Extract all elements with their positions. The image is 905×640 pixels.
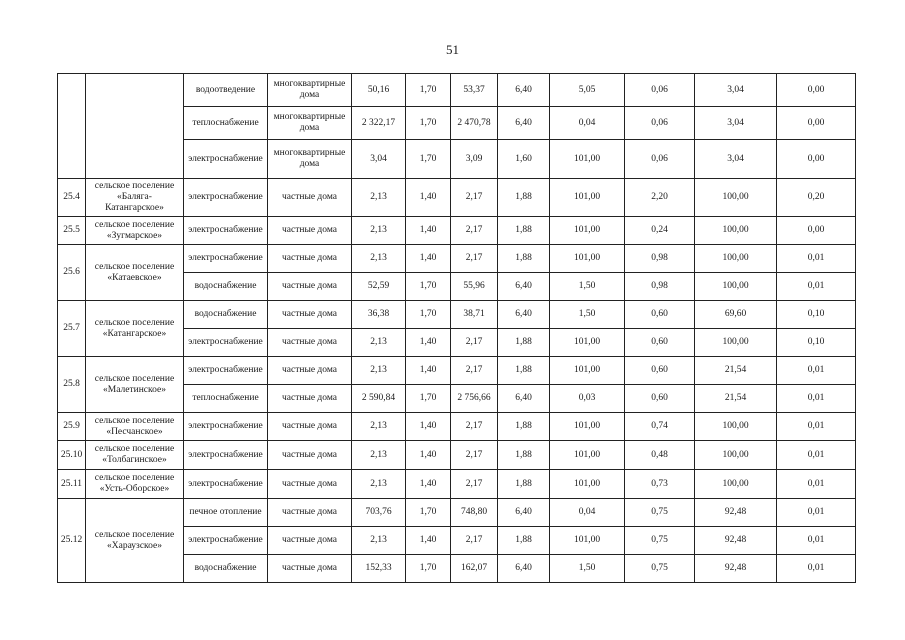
value-cell: 0,60	[625, 385, 695, 413]
service-cell: электроснабжение	[184, 357, 268, 385]
row-number-cell: 25.4	[58, 179, 86, 217]
service-cell: электроснабжение	[184, 245, 268, 273]
value-cell: 6,40	[498, 301, 550, 329]
value-cell: 2,17	[451, 441, 498, 470]
row-number-cell: 25.7	[58, 301, 86, 357]
value-cell: 5,05	[550, 74, 625, 107]
value-cell: 2,20	[625, 179, 695, 217]
value-cell: 100,00	[695, 217, 777, 245]
value-cell: 0,01	[777, 527, 856, 555]
value-cell: 52,59	[352, 273, 406, 301]
housing-cell: частные дома	[268, 357, 352, 385]
value-cell: 1,88	[498, 357, 550, 385]
value-cell: 92,48	[695, 527, 777, 555]
value-cell: 92,48	[695, 555, 777, 583]
settlement-cell: сельское поселение «Катангарское»	[86, 301, 184, 357]
value-cell: 2 590,84	[352, 385, 406, 413]
value-cell: 6,40	[498, 273, 550, 301]
value-cell: 1,70	[406, 140, 451, 179]
table-row	[58, 217, 856, 245]
housing-cell: частные дома	[268, 555, 352, 583]
value-cell: 0,06	[625, 107, 695, 140]
value-cell: 3,09	[451, 140, 498, 179]
settlement-cell: сельское поселение «Хараузское»	[86, 499, 184, 583]
value-cell: 21,54	[695, 357, 777, 385]
value-cell: 6,40	[498, 385, 550, 413]
value-cell: 2 470,78	[451, 107, 498, 140]
value-cell: 0,00	[777, 107, 856, 140]
value-cell: 101,00	[550, 217, 625, 245]
value-cell: 0,04	[550, 107, 625, 140]
value-cell: 3,04	[695, 74, 777, 107]
settlement-cell: сельское поселение «Малетинское»	[86, 357, 184, 413]
service-cell: водоотведение	[184, 74, 268, 107]
value-cell: 38,71	[451, 301, 498, 329]
value-cell: 92,48	[695, 499, 777, 527]
settlement-cell: сельское поселение «Катаевское»	[86, 245, 184, 301]
service-cell: электроснабжение	[184, 527, 268, 555]
housing-cell: многоквартирные дома	[268, 107, 352, 140]
housing-cell: частные дома	[268, 301, 352, 329]
value-cell: 1,70	[406, 74, 451, 107]
value-cell: 2,17	[451, 357, 498, 385]
housing-cell: многоквартирные дома	[268, 140, 352, 179]
value-cell: 100,00	[695, 470, 777, 499]
table-row	[58, 179, 856, 217]
service-cell: печное отопление	[184, 499, 268, 527]
value-cell: 0,75	[625, 527, 695, 555]
housing-cell: частные дома	[268, 527, 352, 555]
housing-cell: частные дома	[268, 329, 352, 357]
value-cell: 0,98	[625, 273, 695, 301]
housing-cell: частные дома	[268, 499, 352, 527]
value-cell: 0,04	[550, 499, 625, 527]
housing-cell: частные дома	[268, 179, 352, 217]
value-cell: 0,48	[625, 441, 695, 470]
value-cell: 0,03	[550, 385, 625, 413]
value-cell: 0,24	[625, 217, 695, 245]
housing-cell: частные дома	[268, 413, 352, 441]
row-number-cell	[58, 74, 86, 179]
value-cell: 1,40	[406, 245, 451, 273]
service-cell: теплоснабжение	[184, 107, 268, 140]
value-cell: 101,00	[550, 413, 625, 441]
value-cell: 0,01	[777, 273, 856, 301]
value-cell: 3,04	[352, 140, 406, 179]
row-number-cell: 25.6	[58, 245, 86, 301]
value-cell: 0,01	[777, 555, 856, 583]
value-cell: 0,60	[625, 301, 695, 329]
value-cell: 1,88	[498, 329, 550, 357]
value-cell: 100,00	[695, 273, 777, 301]
service-cell: электроснабжение	[184, 179, 268, 217]
settlement-cell: сельское поселение «Зугмарское»	[86, 217, 184, 245]
value-cell: 0,98	[625, 245, 695, 273]
value-cell: 100,00	[695, 179, 777, 217]
service-cell: водоснабжение	[184, 301, 268, 329]
housing-cell: частные дома	[268, 245, 352, 273]
value-cell: 0,10	[777, 301, 856, 329]
value-cell: 6,40	[498, 555, 550, 583]
value-cell: 0,73	[625, 470, 695, 499]
value-cell: 3,04	[695, 107, 777, 140]
value-cell: 21,54	[695, 385, 777, 413]
page-number: 51	[446, 42, 459, 57]
value-cell: 2,13	[352, 470, 406, 499]
value-cell: 101,00	[550, 527, 625, 555]
value-cell: 1,88	[498, 413, 550, 441]
service-cell: электроснабжение	[184, 470, 268, 499]
value-cell: 1,40	[406, 357, 451, 385]
service-cell: электроснабжение	[184, 217, 268, 245]
value-cell: 0,74	[625, 413, 695, 441]
value-cell: 2,13	[352, 179, 406, 217]
value-cell: 55,96	[451, 273, 498, 301]
service-cell: электроснабжение	[184, 140, 268, 179]
value-cell: 2,17	[451, 217, 498, 245]
value-cell: 2,17	[451, 470, 498, 499]
housing-cell: частные дома	[268, 441, 352, 470]
value-cell: 100,00	[695, 413, 777, 441]
service-cell: теплоснабжение	[184, 385, 268, 413]
value-cell: 1,40	[406, 179, 451, 217]
value-cell: 2,17	[451, 329, 498, 357]
value-cell: 1,88	[498, 245, 550, 273]
value-cell: 1,40	[406, 527, 451, 555]
value-cell: 2,17	[451, 413, 498, 441]
value-cell: 1,88	[498, 179, 550, 217]
value-cell: 1,70	[406, 107, 451, 140]
value-cell: 1,50	[550, 273, 625, 301]
value-cell: 69,60	[695, 301, 777, 329]
value-cell: 0,00	[777, 74, 856, 107]
value-cell: 2,13	[352, 413, 406, 441]
value-cell: 0,01	[777, 413, 856, 441]
row-number-cell: 25.11	[58, 470, 86, 499]
value-cell: 0,01	[777, 357, 856, 385]
row-number-cell: 25.8	[58, 357, 86, 413]
row-number-cell: 25.12	[58, 499, 86, 583]
value-cell: 0,00	[777, 140, 856, 179]
settlement-cell: сельское поселение «Песчанское»	[86, 413, 184, 441]
value-cell: 703,76	[352, 499, 406, 527]
value-cell: 2,13	[352, 217, 406, 245]
housing-cell: частные дома	[268, 273, 352, 301]
table-row	[58, 301, 856, 329]
value-cell: 50,16	[352, 74, 406, 107]
value-cell: 53,37	[451, 74, 498, 107]
value-cell: 0,01	[777, 385, 856, 413]
value-cell: 0,06	[625, 140, 695, 179]
value-cell: 1,70	[406, 499, 451, 527]
row-number-cell: 25.5	[58, 217, 86, 245]
value-cell: 101,00	[550, 329, 625, 357]
service-cell: электроснабжение	[184, 441, 268, 470]
housing-cell: частные дома	[268, 385, 352, 413]
service-cell: водоснабжение	[184, 555, 268, 583]
table-row	[58, 470, 856, 499]
table-row	[58, 245, 856, 273]
value-cell: 100,00	[695, 245, 777, 273]
value-cell: 0,01	[777, 441, 856, 470]
value-cell: 1,70	[406, 301, 451, 329]
table-row	[58, 499, 856, 527]
value-cell: 0,01	[777, 245, 856, 273]
table-row	[58, 441, 856, 470]
service-cell: водоснабжение	[184, 273, 268, 301]
value-cell: 101,00	[550, 245, 625, 273]
settlement-cell: сельское поселение «Толбагинское»	[86, 441, 184, 470]
tariff-table	[57, 73, 856, 583]
value-cell: 101,00	[550, 179, 625, 217]
value-cell: 101,00	[550, 140, 625, 179]
value-cell: 2,17	[451, 245, 498, 273]
housing-cell: многоквартирные дома	[268, 74, 352, 107]
table-row	[58, 413, 856, 441]
value-cell: 6,40	[498, 107, 550, 140]
value-cell: 162,07	[451, 555, 498, 583]
value-cell: 0,75	[625, 555, 695, 583]
value-cell: 1,88	[498, 217, 550, 245]
settlement-cell	[86, 74, 184, 179]
row-number-cell: 25.10	[58, 441, 86, 470]
value-cell: 0,60	[625, 357, 695, 385]
value-cell: 0,06	[625, 74, 695, 107]
housing-cell: частные дома	[268, 470, 352, 499]
value-cell: 2,13	[352, 245, 406, 273]
service-cell: электроснабжение	[184, 329, 268, 357]
settlement-cell: сельское поселение «Баляга-Катангарское»	[86, 179, 184, 217]
value-cell: 1,40	[406, 217, 451, 245]
value-cell: 1,88	[498, 441, 550, 470]
value-cell: 1,40	[406, 413, 451, 441]
value-cell: 152,33	[352, 555, 406, 583]
value-cell: 0,01	[777, 499, 856, 527]
value-cell: 101,00	[550, 441, 625, 470]
value-cell: 0,01	[777, 470, 856, 499]
value-cell: 1,70	[406, 555, 451, 583]
value-cell: 1,70	[406, 385, 451, 413]
value-cell: 101,00	[550, 470, 625, 499]
value-cell: 1,88	[498, 527, 550, 555]
value-cell: 1,40	[406, 441, 451, 470]
value-cell: 101,00	[550, 357, 625, 385]
value-cell: 2,13	[352, 527, 406, 555]
value-cell: 1,60	[498, 140, 550, 179]
value-cell: 1,70	[406, 273, 451, 301]
value-cell: 2,17	[451, 527, 498, 555]
value-cell: 1,88	[498, 470, 550, 499]
value-cell: 748,80	[451, 499, 498, 527]
value-cell: 6,40	[498, 499, 550, 527]
table-row	[58, 357, 856, 385]
value-cell: 6,40	[498, 74, 550, 107]
value-cell: 0,10	[777, 329, 856, 357]
value-cell: 0,60	[625, 329, 695, 357]
value-cell: 1,40	[406, 470, 451, 499]
value-cell: 3,04	[695, 140, 777, 179]
value-cell: 100,00	[695, 329, 777, 357]
value-cell: 1,40	[406, 329, 451, 357]
housing-cell: частные дома	[268, 217, 352, 245]
value-cell: 2,17	[451, 179, 498, 217]
value-cell: 100,00	[695, 441, 777, 470]
value-cell: 0,20	[777, 179, 856, 217]
value-cell: 1,50	[550, 301, 625, 329]
value-cell: 0,75	[625, 499, 695, 527]
settlement-cell: сельское поселение «Усть-Оборское»	[86, 470, 184, 499]
value-cell: 2 322,17	[352, 107, 406, 140]
row-number-cell: 25.9	[58, 413, 86, 441]
value-cell: 2,13	[352, 357, 406, 385]
value-cell: 2,13	[352, 329, 406, 357]
value-cell: 2,13	[352, 441, 406, 470]
value-cell: 0,00	[777, 217, 856, 245]
service-cell: электроснабжение	[184, 413, 268, 441]
value-cell: 36,38	[352, 301, 406, 329]
value-cell: 1,50	[550, 555, 625, 583]
value-cell: 2 756,66	[451, 385, 498, 413]
table-row	[58, 74, 856, 107]
